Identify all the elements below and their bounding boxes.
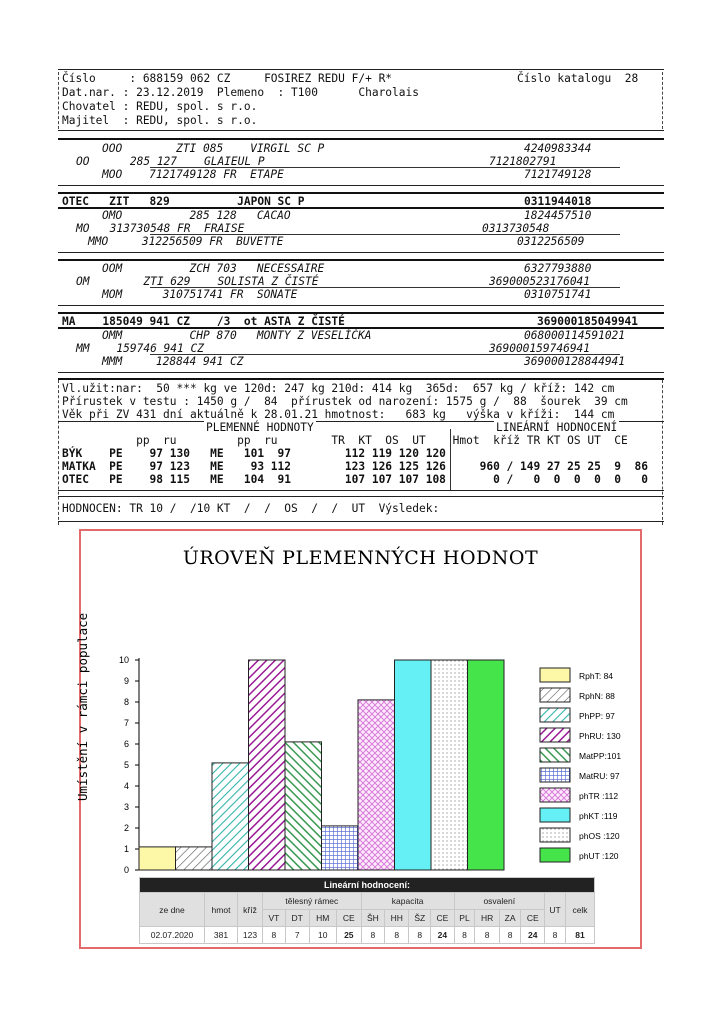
ped-mom: MOM 310751741 FR SONATE	[102, 288, 298, 301]
legend-swatch	[540, 808, 570, 822]
ped-om-id: 369000523176041	[489, 275, 591, 288]
legend-label: phKT :119	[579, 811, 618, 821]
y-tick-label: 2	[123, 823, 129, 833]
rule	[58, 130, 664, 131]
linear-scoring-table	[139, 877, 595, 944]
age-line: Věk při ZV 431 dní aktuálně k 28.01.21 hmotnost: 683 kg výška v kříži: 144 cm	[62, 408, 615, 421]
sub-header: ŠH	[361, 910, 384, 927]
ped-omm: OMM CHP 870 MONTY Z VESELÍČKA	[102, 329, 372, 342]
y-tick-label: 5	[123, 760, 129, 770]
ped-oo-id: 7121802791	[489, 155, 557, 168]
sub-header: HR	[475, 910, 499, 927]
y-tick-label: 9	[123, 676, 129, 686]
table-cell: 8	[361, 927, 384, 944]
gain-line: Přírustek v testu : 1450 g / 84 přírustek od narození: 1575 g / 88 šourek 39 cm	[62, 395, 628, 408]
bar-PhPP	[212, 763, 249, 870]
legend-label: RphT: 84	[579, 671, 614, 681]
col-weight: hmot	[205, 893, 238, 927]
top-rule	[58, 69, 664, 70]
sub-header: HH	[385, 910, 409, 927]
rule	[58, 305, 664, 306]
rule	[58, 378, 664, 380]
legend-label: phTR :112	[579, 791, 619, 801]
ped-om: OM ZTI 629 SOLISTA Z ČISTÉ	[76, 275, 319, 288]
ped-oo: OO 285 127 GLAIEUL P	[76, 155, 265, 168]
bar-RphN	[176, 847, 213, 870]
sire-id: 0311944018	[524, 195, 592, 208]
ped-mom-id: 0310751741	[524, 288, 592, 301]
bar-RphT	[139, 847, 176, 870]
sub-header: HM	[309, 910, 336, 927]
bar-phTR	[358, 700, 395, 870]
rule	[58, 192, 664, 194]
legend-swatch	[540, 668, 570, 682]
sub-header: PL	[454, 910, 475, 927]
growth-line: Vl.užit:nar: 50 *** kg ve 120d: 247 kg 210d: 414 kg 365d: 657 kg / kříž: 142 cm	[62, 382, 615, 395]
ped-mm: MM 159746 941 CZ	[76, 342, 204, 355]
rule	[58, 372, 664, 373]
col-date: ze dne	[140, 893, 205, 927]
legend-label: PhPP: 97	[579, 711, 615, 721]
sub-header: CE	[431, 910, 454, 927]
legend-swatch	[540, 828, 570, 842]
rule	[58, 312, 664, 314]
rule	[58, 138, 664, 140]
catalog-number: Číslo katalogu 28	[517, 72, 639, 85]
ped-mmm-id: 369000128844941	[524, 355, 626, 368]
sub-header: ŠZ	[409, 910, 431, 927]
left-border	[58, 72, 59, 129]
table-cell: 10	[309, 927, 336, 944]
table-cell: 8	[385, 927, 409, 944]
bar-MatPP	[285, 742, 322, 870]
bar-phKT	[395, 660, 432, 870]
number-line: Číslo : 688159 062 CZ FOSIREZ REDU F/+ R*	[62, 72, 393, 85]
ped-oom-id: 6327793880	[524, 262, 592, 275]
ped-mmm: MMM 128844 941 CZ	[102, 355, 244, 368]
ped-omo: OMO 285 128 CACAO	[102, 209, 291, 222]
legend-label: PhRU: 130	[579, 731, 621, 741]
left-border	[58, 380, 59, 525]
ped-omo-id: 1824457510	[524, 209, 592, 222]
legend-swatch	[540, 768, 570, 782]
ped-mm-id: 369000159746941	[489, 342, 591, 355]
chart-frame	[75, 529, 642, 949]
y-tick-label: 0	[123, 865, 129, 875]
table-title: Lineární hodnocení:	[140, 878, 595, 893]
table-cell: 8	[499, 927, 521, 944]
legend-swatch	[540, 708, 570, 722]
row-bull: BÝK PE 97 130 ME 101 97 112 119 120 120	[62, 447, 446, 460]
right-border	[662, 72, 663, 129]
sub-header: CE	[336, 910, 361, 927]
ped-mmo-id: 0312256509	[517, 235, 585, 248]
y-tick-label: 10	[118, 655, 129, 665]
table-cell: 8	[409, 927, 431, 944]
ped-omm-id: 068000114591021	[524, 329, 626, 342]
legend-label: RphN: 88	[579, 691, 615, 701]
ped-moo: MOO 7121749128 FR ETAPE	[102, 168, 284, 181]
chart-title: ÚROVEŇ PLEMENNÝCH HODNOT	[182, 547, 539, 569]
bottom-rule	[58, 521, 664, 522]
legend-label: phOS :120	[579, 831, 620, 841]
col-ut: UT	[545, 893, 566, 927]
table-cell: 8	[475, 927, 499, 944]
legend-swatch	[540, 688, 570, 702]
table-cell: 123	[238, 927, 263, 944]
bar-phUT	[468, 660, 505, 870]
value-columns: pp ru pp ru TR KT OS UT Hmot kříž TR KT OS UT CE	[62, 434, 628, 447]
row-sire: OTEC PE 98 115 ME 104 91 107 107 107 108 0 / 0 0 0 0 0 0	[62, 473, 648, 486]
col-cross: kříž	[238, 893, 263, 927]
rule	[58, 259, 664, 261]
right-border	[662, 380, 663, 525]
col-total: celk	[566, 893, 595, 927]
birth-line: Dat.nar. : 23.12.2019 Plemeno : T100 Charolais	[62, 86, 419, 99]
breeder-line: Chovatel : REDU, spol. s r.o.	[62, 100, 258, 113]
ped-mmo: MMO 312256509 FR BUVETTE	[88, 235, 284, 248]
legend-swatch	[540, 788, 570, 802]
ped-mo-id: 0313730548	[482, 222, 550, 235]
y-tick-label: 7	[123, 718, 129, 728]
table-cell: 381	[205, 927, 238, 944]
sub-header: ZA	[499, 910, 521, 927]
y-tick-label: 1	[123, 844, 129, 854]
row-dam: MATKA PE 97 123 ME 93 112 123 126 125 126 960 / 149 27 25 25 9 86	[62, 460, 648, 473]
rule	[58, 490, 664, 491]
sub-header: CE	[521, 910, 545, 927]
legend-label: MatPP:101	[579, 751, 622, 761]
table-cell: 24	[521, 927, 545, 944]
rule	[58, 185, 664, 186]
evaluation-line: HODNOCEN: TR 10 / /10 KT / / OS / / UT Výsledek:	[62, 502, 440, 515]
table-cell: 02.07.2020	[140, 927, 205, 944]
y-tick-label: 6	[123, 739, 129, 749]
legend-swatch	[540, 748, 570, 762]
column-divider	[450, 429, 451, 491]
legend-swatch	[540, 848, 570, 862]
breeding-values-heading: PLEMENNÉ HODNOTY	[206, 421, 314, 434]
ped-mo: MO 313730548 FR FRAISE	[76, 222, 245, 235]
ped-moo-id: 7121749128	[524, 168, 592, 181]
ped-ooo-id: 4240983344	[524, 142, 592, 155]
table-cell: 8	[263, 927, 286, 944]
bar-MatRU	[322, 826, 359, 870]
rule	[58, 252, 664, 253]
bar-PhRU	[249, 660, 286, 870]
rule	[58, 496, 664, 497]
sub-header: DT	[285, 910, 309, 927]
sub-header: VT	[263, 910, 286, 927]
table-cell: 25	[336, 927, 361, 944]
bar-chart	[81, 531, 640, 876]
group-capacity: kapacita	[361, 893, 454, 910]
table-cell: 8	[545, 927, 566, 944]
group-frame: tělesný rámec	[263, 893, 362, 910]
legend-label: phUT :120	[579, 851, 619, 861]
y-tick-label: 8	[123, 697, 129, 707]
sire-line: OTEC ZIT 829 JAPON SC P	[62, 195, 305, 208]
table-cell: 24	[431, 927, 454, 944]
bar-phOS	[431, 660, 468, 870]
table-cell: 81	[566, 927, 595, 944]
y-tick-label: 3	[123, 802, 129, 812]
legend-label: MatRU: 97	[579, 771, 620, 781]
table-cell: 7	[285, 927, 309, 944]
ped-ooo: OOO ZTI 085 VIRGIL SC P	[102, 142, 325, 155]
y-axis-label: Umístění v rámci populace	[75, 612, 90, 801]
dam-line: MA 185049 941 CZ /3 ot ASTA Z ČISTÉ	[62, 315, 345, 328]
linear-scoring-heading: LINEÁRNÍ HODNOCENÍ	[496, 421, 618, 434]
y-tick-label: 4	[123, 781, 129, 791]
group-muscling: osvalení	[454, 893, 544, 910]
dam-id: 369000185049941	[537, 315, 639, 328]
table-cell: 8	[454, 927, 475, 944]
ped-oom: OOM ZCH 703 NECESSAIRE	[102, 262, 325, 275]
owner-line: Majitel : REDU, spol. s r.o.	[62, 114, 258, 127]
legend-swatch	[540, 728, 570, 742]
